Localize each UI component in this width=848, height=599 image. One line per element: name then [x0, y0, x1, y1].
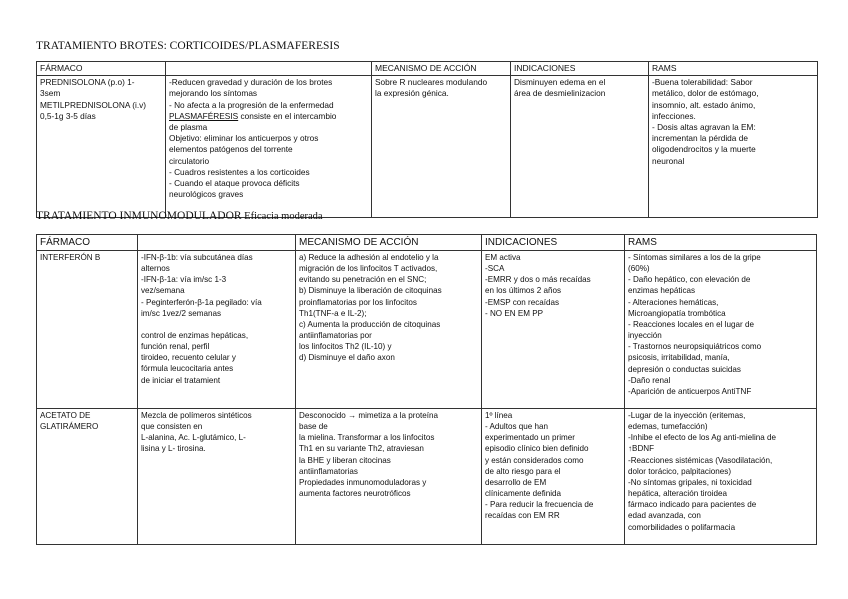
cell-line: de plasma: [169, 122, 208, 133]
cell-line: clínicamente definida: [485, 489, 562, 499]
cell-line: b) Disminuye la liberación de citoquinas: [299, 286, 442, 296]
cell-line: - Cuadros resistentes a los corticoides: [169, 166, 310, 177]
cell-line: control de enzimas hepáticas,: [141, 330, 249, 340]
cell-line: ACETATO DE: [40, 411, 91, 420]
cell-line: [169, 111, 368, 122]
cell-line: infecciones.: [652, 110, 696, 121]
cell-line: psicosis, irritabilidad, manía,: [628, 353, 730, 363]
cell-descripcion: [166, 76, 372, 218]
cell-line: -IFN-β-1b: vía subcutánea días: [141, 253, 253, 262]
cell-line: fármaco indicado para pacientes de: [628, 500, 757, 510]
cell-line: episodio clínico bien definido: [485, 444, 589, 454]
cell-line: -IFN-β-1a: vía im/sc 1-3: [141, 275, 227, 285]
cell-line: migración de los linfocitos T activados,: [299, 264, 438, 274]
cell-indicaciones: [482, 251, 625, 409]
cell-line: vez/semana: [141, 286, 185, 296]
cell-line: 3sem: [40, 88, 61, 99]
cell-mecanismo: [372, 76, 511, 218]
cell-line: antiinflamatorias: [299, 466, 358, 476]
cell-line: ↑BDNF: [628, 444, 655, 454]
cell-line: -No síntomas gripales, ni toxicidad: [628, 477, 752, 487]
table-header-row: [37, 62, 818, 76]
cell-line: L-alanina, Ac. L-glutámico, L-: [141, 433, 246, 443]
header-descripcion: [138, 235, 296, 251]
table-row: [37, 251, 817, 409]
cell-line: - Cuando el ataque provoca déficits: [169, 178, 300, 189]
cell-line: [141, 319, 292, 330]
cell-line: Sobre R nucleares modulando: [375, 77, 488, 88]
plasmaferesis-text: consiste en el intercambio: [238, 110, 337, 121]
cell-line: experimentado un primer: [485, 433, 575, 443]
section1-title: TRATAMIENTO BROTES: CORTICOIDES/PLASMAFERESIS: [36, 40, 340, 52]
cell-line: neurológicos graves: [169, 189, 244, 200]
cell-rams: [649, 76, 818, 218]
cell-line: -Aparición de anticuerpos AntiTNF: [628, 386, 752, 396]
section2-title: [36, 210, 323, 222]
inmunomodulador-table: [36, 234, 817, 545]
cell-line: - No afecta a la progresión de la enfermedad: [169, 99, 334, 110]
cell-line: metálico, dolor de estómago,: [652, 88, 759, 99]
plasmaferesis-label: PLASMAFÉRESIS: [169, 110, 239, 121]
cell-indicaciones: [482, 409, 625, 545]
cell-line: neuronal: [652, 155, 685, 166]
corticoides-table: [36, 61, 818, 218]
cell-line: Disminuyen edema en el: [514, 77, 606, 88]
header-farmaco: FÁRMACO: [37, 62, 166, 76]
table-header-row: [37, 235, 817, 251]
cell-line: la BHE y liberan citocinas: [299, 455, 391, 465]
cell-line: antiinflamatorias por: [299, 331, 372, 341]
cell-line: insomnio, alt. estado ánimo,: [652, 99, 756, 110]
cell-line: EM activa: [485, 253, 521, 262]
cell-line: -Reducen gravedad y duración de los brotes: [169, 77, 333, 88]
cell-line: - Alteraciones hemáticas,: [628, 297, 719, 307]
cell-line: - Trastornos neuropsiquiátricos como: [628, 342, 762, 352]
cell-line: depresión o conductas suicidas: [628, 364, 741, 374]
cell-line: Th1 en su variante Th2, atraviesan: [299, 444, 424, 454]
header-indicaciones: INDICACIONES: [511, 62, 649, 76]
header-descripcion: [166, 62, 372, 76]
cell-line: oligodendrocitos y la muerte: [652, 144, 756, 155]
cell-mecanismo: [296, 409, 482, 545]
cell-line: Desconocido → mimetiza a la proteína: [299, 411, 439, 420]
cell-line: - Dosis altas agravan la EM:: [652, 122, 756, 133]
cell-line: los linfocitos Th2 (IL-10) y: [299, 342, 392, 352]
cell-line: que consisten en: [141, 422, 203, 432]
cell-line: elementos patógenos del torrente: [169, 144, 293, 155]
cell-line: (60%): [628, 264, 650, 274]
cell-line: - Para reducir la frecuencia de: [485, 500, 594, 510]
cell-line: 0,5-1g 3-5 días: [40, 110, 96, 121]
table-row: [37, 409, 817, 545]
cell-line: a) Reduce la adhesión al endotelio y la: [299, 253, 439, 262]
cell-line: recaídas con EM RR: [485, 511, 560, 521]
cell-line: en los últimos 2 años: [485, 286, 562, 296]
cell-line: inyección: [628, 331, 662, 341]
cell-line: área de desmielinizacion: [514, 88, 606, 99]
cell-line: función renal, perfil: [141, 342, 210, 352]
cell-line: -SCA: [485, 264, 505, 274]
cell-line: GLATIRÁMERO: [40, 422, 99, 432]
cell-line: alternos: [141, 264, 170, 274]
cell-line: edemas, tumefacción): [628, 422, 708, 432]
cell-line: - Adultos que han: [485, 422, 548, 432]
cell-mecanismo: [296, 251, 482, 409]
cell-line: 1º línea: [485, 411, 513, 420]
cell-rams: [625, 409, 817, 545]
header-farmaco: FÁRMACO: [37, 235, 138, 251]
cell-line: y están considerados como: [485, 455, 584, 465]
cell-line: enzimas hepáticas: [628, 286, 696, 296]
cell-line: comorbilidades o polifarmacia: [628, 522, 736, 532]
cell-line: METILPREDNISOLONA (i.v): [40, 99, 147, 110]
cell-line: edad avanzada, con: [628, 511, 701, 521]
cell-line: aumenta factores neurotróficos: [299, 489, 411, 499]
cell-rams: [625, 251, 817, 409]
cell-line: -EMSP con recaídas: [485, 297, 560, 307]
cell-line: PREDNISOLONA (p.o) 1-: [40, 77, 135, 88]
cell-line: de iniciar el tratamient: [141, 375, 221, 385]
cell-line: evitando su penetración en el SNC;: [299, 275, 427, 285]
header-rams: RAMS: [625, 235, 817, 251]
cell-line: - Daño hepático, con elevación de: [628, 275, 751, 285]
cell-line: fórmula leucocitaria antes: [141, 364, 234, 374]
cell-line: -Buena tolerabilidad: Sabor: [652, 77, 753, 88]
cell-line: - Peginterferón-β-1a pegilado: vía: [141, 297, 262, 307]
cell-descripcion: [138, 251, 296, 409]
cell-line: c) Aumenta la producción de citoquinas: [299, 319, 441, 329]
cell-line: - Reacciones locales en el lugar de: [628, 319, 754, 329]
table-row: [37, 76, 818, 218]
cell-line: -Lugar de la inyección (eritemas,: [628, 411, 746, 420]
cell-line: - NO EN EM PP: [485, 308, 544, 318]
cell-line: -Daño renal: [628, 375, 671, 385]
cell-line: Objetivo: eliminar los anticuerpos y otros: [169, 133, 319, 144]
cell-farmaco: [37, 76, 166, 218]
cell-line: dolor torácico, palpitaciones): [628, 466, 732, 476]
header-rams: RAMS: [649, 62, 818, 76]
cell-line: la mielina. Transformar a los linfocitos: [299, 433, 435, 443]
cell-line: lisina y L- tirosina.: [141, 444, 206, 454]
cell-line: hepática, alteración tiroidea: [628, 489, 727, 499]
section2-subtitle: Eficacia moderada: [241, 211, 323, 222]
cell-line: la expresión génica.: [375, 88, 449, 99]
cell-line: INTERFERÓN B: [40, 253, 101, 262]
section2-title-main: TRATAMIENTO INMUNOMODULADOR: [36, 210, 242, 222]
cell-line: Mezcla de polímeros sintéticos: [141, 411, 252, 420]
cell-line: Th1(TNF-a e IL-2);: [299, 308, 367, 318]
cell-line: d) Disminuye el daño axon: [299, 353, 395, 363]
cell-line: -EMRR y dos o más recaídas: [485, 275, 591, 285]
cell-line: incrementan la pérdida de: [652, 133, 748, 144]
header-indicaciones: INDICACIONES: [482, 235, 625, 251]
cell-line: circulatorio: [169, 155, 210, 166]
header-mecanismo: MECANISMO DE ACCIÓN: [372, 62, 511, 76]
cell-indicaciones: [511, 76, 649, 218]
cell-line: de alto riesgo para el: [485, 466, 561, 476]
cell-line: mejorando los síntomas: [169, 88, 258, 99]
cell-line: im/sc 1vez/2 semanas: [141, 308, 222, 318]
cell-line: - Síntomas similares a los de la gripe: [628, 253, 761, 262]
cell-line: proinflamatorias por los linfocitos: [299, 297, 417, 307]
cell-line: tiroideo, recuento celular y: [141, 353, 236, 363]
cell-line: Microangiopatía trombótica: [628, 308, 726, 318]
cell-line: -Reacciones sistémicas (Vasodilatación,: [628, 455, 773, 465]
cell-descripcion: [138, 409, 296, 545]
cell-farmaco: [37, 409, 138, 545]
cell-line: desarrollo de EM: [485, 477, 547, 487]
cell-line: -Inhibe el efecto de los Ag anti-mielina de: [628, 433, 777, 443]
cell-farmaco: [37, 251, 138, 409]
cell-line: Propiedades inmunomoduladoras y: [299, 477, 427, 487]
header-mecanismo: MECANISMO DE ACCIÓN: [296, 235, 482, 251]
cell-line: base de: [299, 422, 328, 432]
